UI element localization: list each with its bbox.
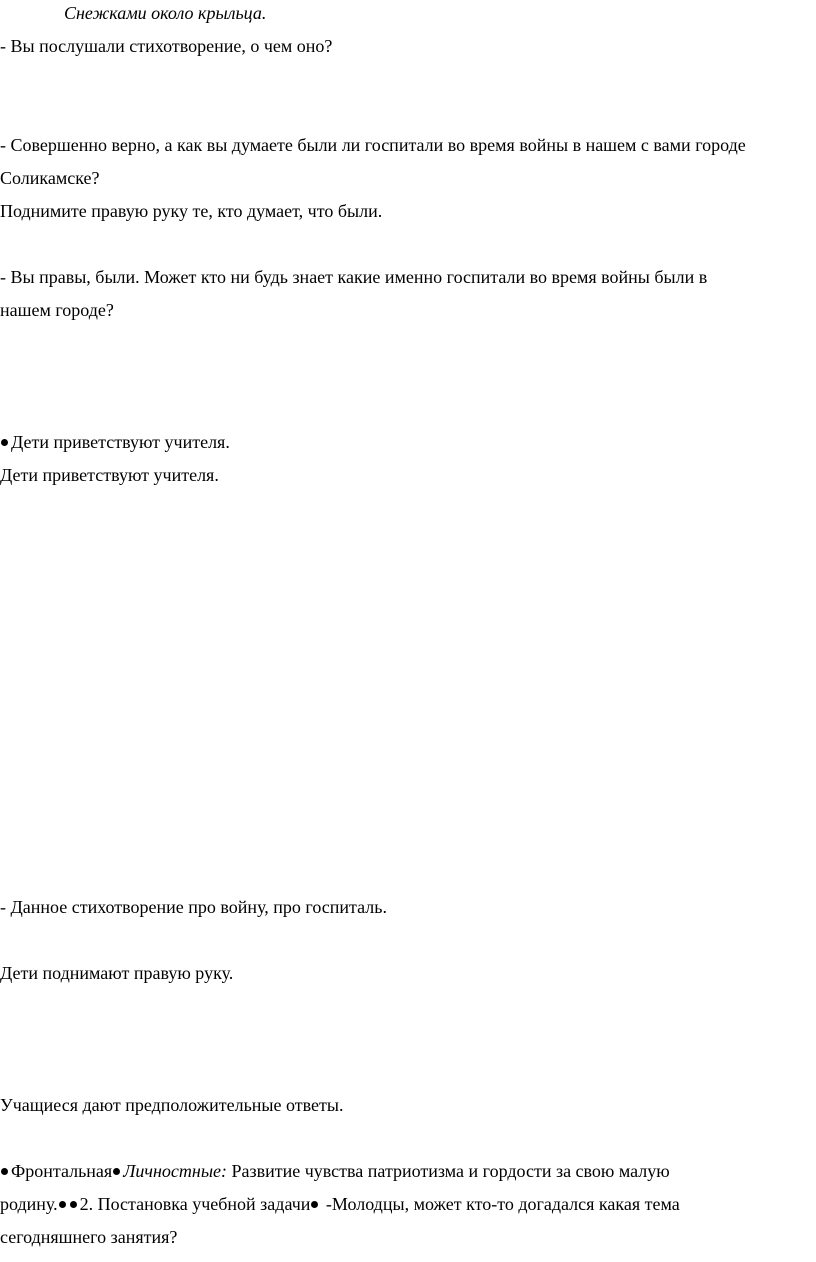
- teacher-question-hospitals-cont: Соликамске?: [0, 168, 100, 188]
- learning-task-heading: 2. Постановка учебной задачи: [79, 1194, 311, 1214]
- personal-outcomes-text-cont: родину.: [0, 1194, 58, 1214]
- bullet-text: Дети приветствуют учителя.: [11, 432, 230, 452]
- bullet-item-greeting: [0, 431, 230, 453]
- teacher-question-hospitals: - Совершенно верно, а как вы думаете были ли госпитали во время войны в нашем с вами городе: [0, 135, 746, 155]
- bullet-icon: [1, 439, 8, 446]
- personal-outcomes-text: Развитие чувства патриотизма и гордости за свою малую: [227, 1161, 670, 1181]
- teacher-question-topic: -Молодцы, может кто-то догадался какая тема: [321, 1194, 680, 1214]
- teacher-question-which-hospitals: - Вы правы, были. Может кто ни будь знает какие именно госпитали во время войны были в: [0, 267, 708, 287]
- bullet-icon: [70, 1201, 77, 1208]
- student-action-greeting: Дети приветствуют учителя.: [0, 465, 219, 485]
- teacher-instruction-raise-hand: Поднимите правую руку те, кто думает, что были.: [0, 201, 383, 221]
- teacher-question-topic-cont: сегодняшнего занятия?: [0, 1227, 178, 1247]
- bullet-icon: [1, 1168, 8, 1175]
- poem-line: Снежками около крыльца.: [64, 3, 267, 23]
- lesson-task-line: [0, 1193, 680, 1215]
- form-label: Фронтальная: [11, 1161, 113, 1181]
- student-answer-hospitals: Учащиеся дают предположительные ответы.: [0, 1095, 344, 1115]
- student-action-raise-hand: Дети поднимают правую руку.: [0, 963, 234, 983]
- bullet-icon: [59, 1201, 66, 1208]
- personal-outcomes-label: Личностные:: [123, 1161, 227, 1181]
- teacher-question-which-hospitals-cont: нашем городе?: [0, 300, 114, 320]
- bullet-icon: [311, 1201, 318, 1208]
- bullet-icon: [113, 1168, 120, 1175]
- lesson-form-line: [0, 1160, 670, 1182]
- teacher-question-poem: - Вы послушали стихотворение, о чем оно?: [0, 36, 333, 56]
- student-answer-poem: - Данное стихотворение про войну, про госпиталь.: [0, 897, 387, 917]
